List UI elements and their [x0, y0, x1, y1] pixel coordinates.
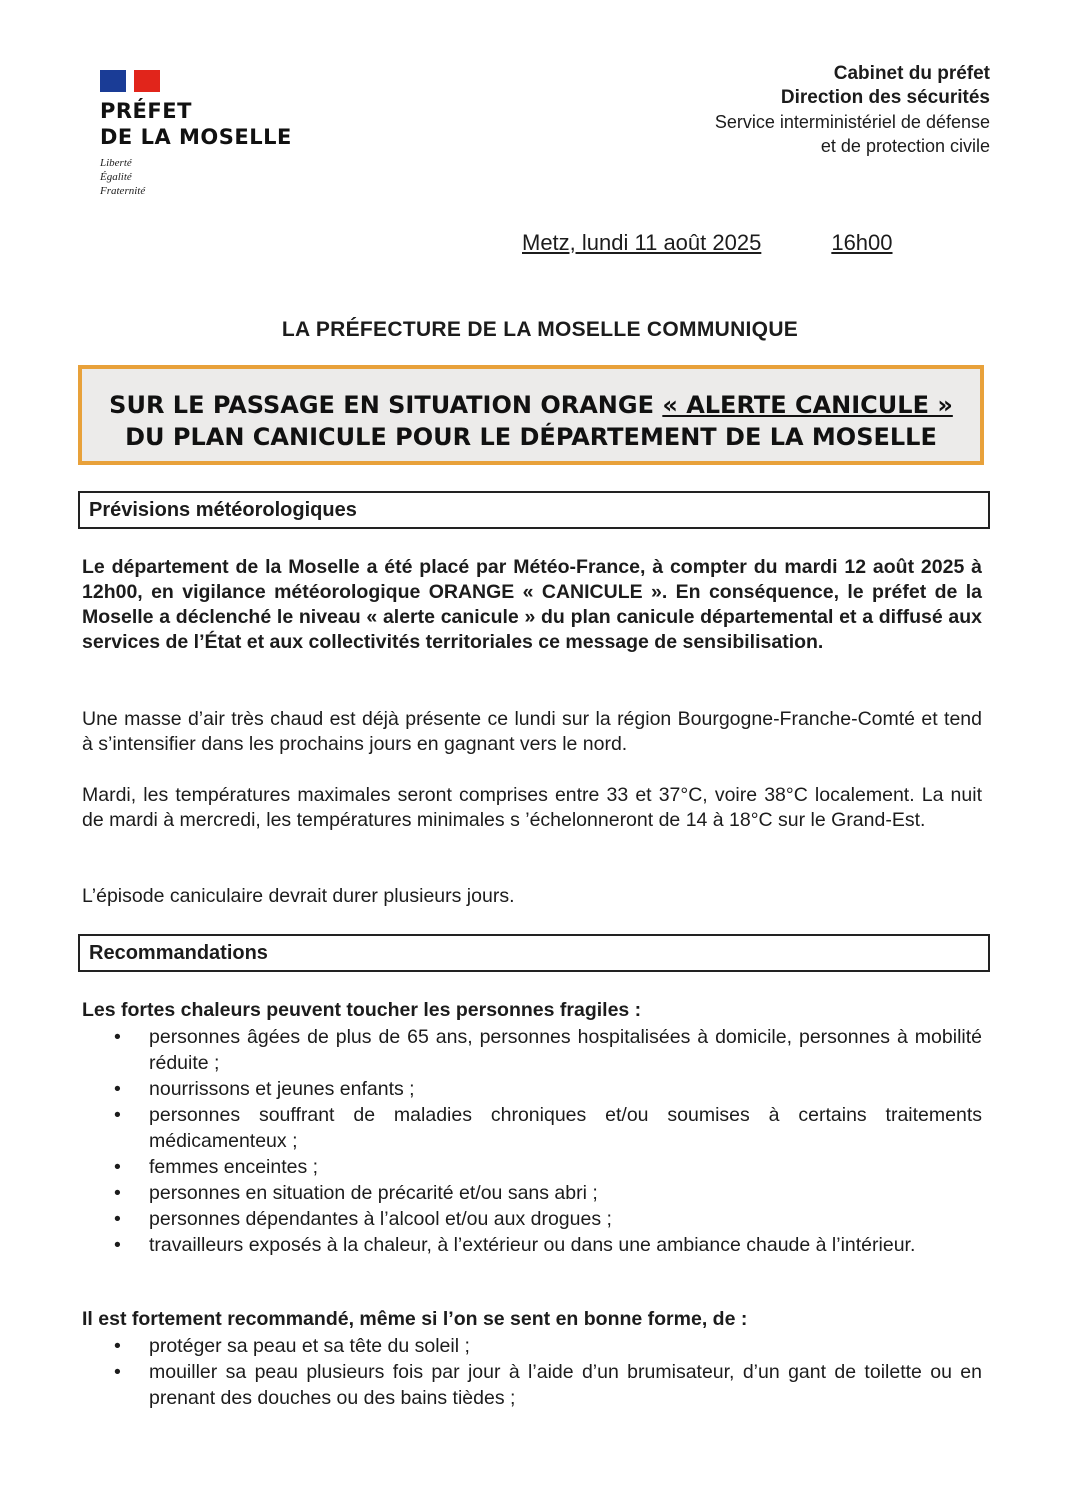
- list-item: • protéger sa peau et sa tête du soleil ;: [114, 1335, 470, 1357]
- logo-line-2: DE LA MOSELLE: [100, 125, 292, 149]
- advice-lead: Il est fortement recommandé, même si l’on se sent en bonne forme, de :: [82, 1308, 748, 1330]
- section-forecast-heading: Prévisions météorologiques: [78, 491, 990, 529]
- advice-list: [82, 1333, 982, 1411]
- vulnerable-lead: Les fortes chaleurs peuvent toucher les personnes fragiles :: [82, 999, 642, 1021]
- list-item: • personnes souffrant de maladies chroniques et/ou soumises à certains traitements médicamenteux ;: [114, 1104, 982, 1152]
- motto-egalite: Égalité: [100, 171, 132, 183]
- title-alert-underlined: « ALERTE CANICULE »: [662, 391, 953, 419]
- list-item: • personnes en situation de précarité et/ou sans abri ;: [114, 1182, 598, 1204]
- section-recommendations-heading: Recommandations: [78, 934, 990, 972]
- forecast-paragraph-3: Mardi, les températures maximales seront comprises entre 33 et 37°C, voire 38°C localement. La nuit de mardi à mercredi, les températures minimales s ’échelonneront de 14 à 18°C sur le Grand-Est.: [82, 784, 982, 831]
- title-line-1: [82, 389, 980, 421]
- marianne-flag-icon: [100, 70, 160, 92]
- place-date: Metz, lundi 11 août 2025: [522, 230, 762, 255]
- communique-heading: LA PRÉFECTURE DE LA MOSELLE COMMUNIQUE: [281, 318, 799, 341]
- logo-line-1: PRÉFET: [100, 99, 192, 123]
- forecast-paragraph-1: Le département de la Moselle a été placé par Météo-France, à compter du mardi 12 août 2025 à 12h00, en vigilance météorologique ORANGE « CANICULE ». En conséquence, le préfet de la Moselle a déclenché le niveau « alerte canicule » du plan canicule départemental et a diffusé aux services de l’État et aux collectivités territoriales ce message de sensibilisation.: [82, 556, 982, 653]
- vulnerable-list: [82, 1024, 982, 1258]
- service-line-2: Direction des sécurités: [780, 87, 990, 108]
- alert-title-box: [78, 365, 984, 465]
- title-line-1-text: SUR LE PASSAGE EN SITUATION ORANGE: [109, 391, 663, 419]
- forecast-paragraph-2: Une masse d’air très chaud est déjà présente ce lundi sur la région Bourgogne-Franche-Comté et tend à s’intensifier dans les prochains jours en gagnant vers le nord.: [82, 708, 982, 755]
- list-item: • travailleurs exposés à la chaleur, à l’extérieur ou dans une ambiance chaude à l’intérieur.: [114, 1234, 916, 1256]
- motto-fraternite: Fraternité: [100, 185, 146, 197]
- list-item: • personnes dépendantes à l’alcool et/ou aux drogues ;: [114, 1208, 612, 1230]
- service-line-1: Cabinet du préfet: [833, 63, 990, 84]
- list-item: • nourrissons et jeunes enfants ;: [114, 1078, 415, 1100]
- forecast-paragraph-4: L’épisode caniculaire devrait durer plusieurs jours.: [82, 885, 515, 907]
- release-time: 16h00: [831, 230, 893, 255]
- service-line-4: et de protection civile: [820, 136, 990, 156]
- list-item: • personnes âgées de plus de 65 ans, personnes hospitalisées à domicile, personnes à mobilité réduite ;: [114, 1026, 982, 1074]
- list-item: • femmes enceintes ;: [114, 1156, 319, 1178]
- list-item: • mouiller sa peau plusieurs fois par jour à l’aide d’un brumisateur, d’un gant de toilette ou en prenant des douches ou des bains tièdes ;: [114, 1361, 982, 1409]
- title-line-2: DU PLAN CANICULE POUR LE DÉPARTEMENT DE LA MOSELLE: [125, 423, 937, 451]
- issuing-service: [715, 62, 990, 158]
- motto-liberte: Liberté: [100, 157, 132, 169]
- dateline: [522, 230, 893, 256]
- republic-motto: [100, 156, 300, 198]
- prefet-logo: [100, 70, 300, 198]
- service-line-3: Service interministériel de défense: [714, 112, 990, 132]
